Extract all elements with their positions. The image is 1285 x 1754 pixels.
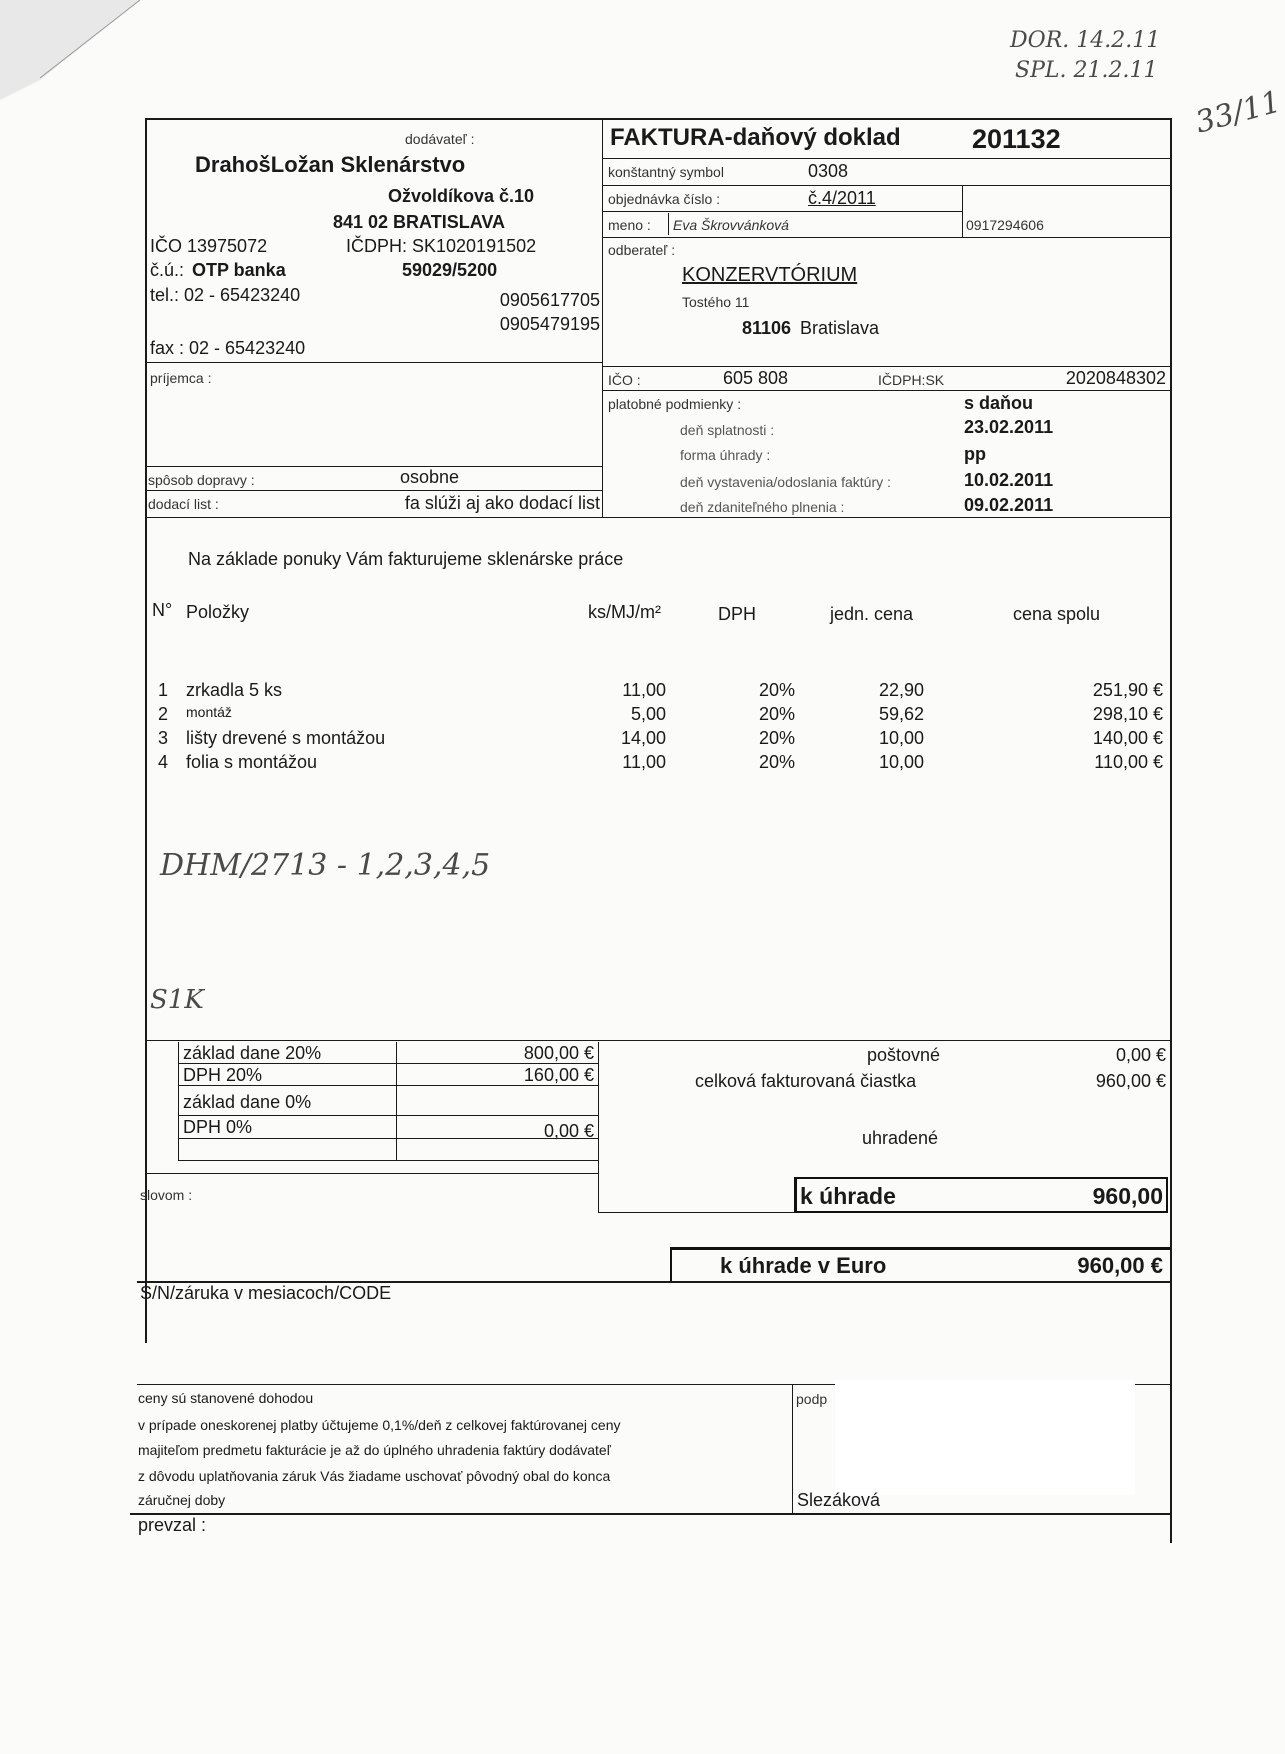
- contact-phone: 0917294606: [966, 217, 1044, 233]
- supplier-label: dodávateľ :: [405, 131, 475, 147]
- row-vat: 20%: [758, 704, 795, 724]
- supplier-mobile-1: 0905617705: [499, 290, 600, 310]
- handwritten-margin-note: 33/11: [1191, 84, 1285, 141]
- order-number-label: objednávka číslo :: [608, 191, 721, 207]
- payment-method-label: forma úhrady :: [680, 447, 771, 463]
- row-unit-price: 22,90: [878, 680, 924, 700]
- handwritten-received-date: DOR. 14.2.11: [1010, 28, 1161, 53]
- amount-due-eur-label: k úhrade v Euro: [720, 1253, 887, 1278]
- supplier-account-number: 59029/5200: [402, 260, 498, 280]
- received-by-label: prevzal :: [138, 1515, 207, 1535]
- transport-value: osobne: [400, 467, 460, 487]
- row-total: 251,90 €: [1092, 680, 1163, 700]
- order-number: č.4/2011: [808, 188, 876, 208]
- scan-corner: [0, 0, 140, 100]
- amount-due-label: k úhrade: [800, 1183, 896, 1209]
- footer-note-5: záručnej doby: [138, 1492, 226, 1508]
- row-number: 4: [158, 752, 169, 772]
- row-total: 140,00 €: [1092, 728, 1163, 748]
- vat-20: 160,00 €: [523, 1065, 594, 1085]
- col-header-no: N°: [152, 600, 173, 620]
- recipient-label: príjemca :: [150, 370, 212, 386]
- col-header-total: cena spolu: [1013, 604, 1101, 624]
- row-total: 110,00 €: [1094, 752, 1163, 772]
- issue-date-label: deň vystavenia/odoslania faktúry :: [680, 474, 891, 490]
- payment-terms-value: s daňou: [964, 393, 1034, 413]
- row-item: montáž: [186, 704, 232, 720]
- contact-name-label: meno :: [608, 217, 651, 233]
- footer-note-1: ceny sú stanovené dohodou: [138, 1390, 314, 1406]
- row-quantity: 14,00: [620, 728, 666, 748]
- row-quantity: 11,00: [622, 752, 666, 772]
- customer-zip: 81106: [742, 318, 792, 338]
- supplier-icdph: IČDPH: SK1020191502: [346, 236, 537, 256]
- customer-ico: 605 808: [723, 368, 789, 388]
- invoice-title: FAKTURA-daňový doklad: [610, 124, 901, 151]
- col-header-unit-price: jedn. cena: [830, 604, 914, 624]
- row-total: 298,10 €: [1092, 704, 1163, 724]
- postage-label: poštovné: [867, 1045, 941, 1065]
- supplier-bank: OTP banka: [192, 260, 286, 280]
- footer-note-3: majiteľom predmetu fakturácie je až do úplného uhradenia faktúry dodávateľ: [138, 1442, 611, 1458]
- due-date-label: deň splatnosti :: [680, 422, 775, 438]
- supplier-name: DrahošLožan Sklenárstvo: [195, 152, 466, 177]
- tax-base-20-label: základ dane 20%: [183, 1043, 322, 1063]
- row-unit-price: 10,00: [878, 752, 924, 772]
- amount-due: 960,00: [1092, 1183, 1163, 1209]
- supplier-account-label: č.ú.:: [150, 260, 185, 280]
- supplier-street: Ožvoldíkova č.10: [388, 186, 535, 206]
- vat-20-label: DPH 20%: [183, 1065, 263, 1085]
- handwritten-paid-date: SPL. 21.2.11: [1015, 58, 1158, 83]
- customer-icdph-label: IČDPH:SK: [878, 372, 945, 388]
- row-number: 2: [158, 704, 169, 724]
- row-number: 3: [158, 728, 169, 748]
- invoice-number: 201132: [972, 124, 1061, 154]
- customer-city: Bratislava: [800, 318, 880, 338]
- row-number: 1: [158, 680, 169, 700]
- invoiced-total: 960,00 €: [1095, 1071, 1166, 1091]
- warranty-label: S/N/záruka v mesiacoch/CODE: [140, 1283, 392, 1303]
- constant-symbol-label: konštantný symbol: [608, 164, 724, 180]
- supplier-phone: tel.: 02 - 65423240: [150, 285, 301, 305]
- row-unit-price: 10,00: [878, 728, 924, 748]
- handwritten-initials: S1K: [150, 985, 204, 1015]
- delivery-note-value: fa slúži aj ako dodací list: [404, 493, 600, 513]
- issue-date: 10.02.2011: [964, 470, 1054, 490]
- signature-label: podp: [796, 1391, 828, 1407]
- payment-terms-label: platobné podmienky :: [608, 396, 742, 412]
- amount-due-eur: 960,00 €: [1077, 1253, 1163, 1278]
- invoice-intro: Na základe ponuky Vám fakturujeme sklenárske práce: [188, 549, 624, 569]
- row-item: folia s montážou: [186, 752, 318, 772]
- row-unit-price: 59,62: [878, 704, 924, 724]
- transport-label: spôsob dopravy :: [148, 472, 255, 488]
- footer-note-4: z dôvodu uplatňovania záruk Vás žiadame uschovať pôvodný obal do konca: [138, 1468, 611, 1484]
- customer-icdph: 2020848302: [1065, 368, 1166, 388]
- delivery-note-label: dodací list :: [148, 496, 219, 512]
- col-header-qty: ks/MJ/m²: [588, 602, 661, 622]
- customer-ico-label: IČO :: [608, 372, 641, 388]
- col-header-item: Položky: [186, 602, 250, 622]
- company-stamp: [835, 1380, 1135, 1495]
- row-vat: 20%: [758, 728, 795, 748]
- invoiced-total-label: celková fakturovaná čiastka: [695, 1071, 917, 1091]
- paid-label: uhradené: [862, 1128, 939, 1148]
- customer-street: Tostého 11: [682, 294, 750, 310]
- col-header-vat: DPH: [718, 604, 757, 624]
- customer-name: KONZERVTÓRIUM: [682, 264, 858, 286]
- supplier-mobile-2: 0905479195: [499, 314, 600, 334]
- supplier-ico: IČO 13975072: [150, 236, 268, 256]
- amount-in-words-label: slovom :: [140, 1187, 193, 1203]
- customer-label: odberateľ :: [608, 242, 676, 258]
- signer-name: Slezáková: [797, 1490, 881, 1510]
- payment-method: pp: [964, 444, 986, 464]
- row-item: zrkadla 5 ks: [186, 680, 283, 700]
- handwritten-account-code: DHM/2713 - 1,2,3,4,5: [160, 848, 491, 883]
- supplier-fax: fax : 02 - 65423240: [150, 338, 306, 358]
- vat-0: 0,00 €: [543, 1121, 594, 1141]
- row-vat: 20%: [758, 680, 795, 700]
- tax-base-0-label: základ dane 0%: [183, 1092, 312, 1112]
- supplier-city: 841 02 BRATISLAVA: [333, 212, 506, 232]
- tax-base-20: 800,00 €: [523, 1043, 594, 1063]
- row-vat: 20%: [758, 752, 795, 772]
- contact-name: Eva Škrovvánková: [673, 217, 789, 233]
- due-date: 23.02.2011: [964, 417, 1054, 437]
- taxable-date: 09.02.2011: [964, 495, 1054, 515]
- row-quantity: 5,00: [630, 704, 666, 724]
- postage: 0,00 €: [1115, 1045, 1166, 1065]
- row-item: lišty drevené s montážou: [186, 728, 386, 748]
- taxable-date-label: deň zdaniteľného plnenia :: [680, 499, 845, 515]
- row-quantity: 11,00: [622, 680, 666, 700]
- footer-note-2: v prípade oneskorenej platby účtujeme 0,1%/deň z celkovej faktúrovanej ceny: [138, 1417, 621, 1433]
- constant-symbol: 0308: [808, 161, 849, 181]
- vat-0-label: DPH 0%: [183, 1117, 253, 1137]
